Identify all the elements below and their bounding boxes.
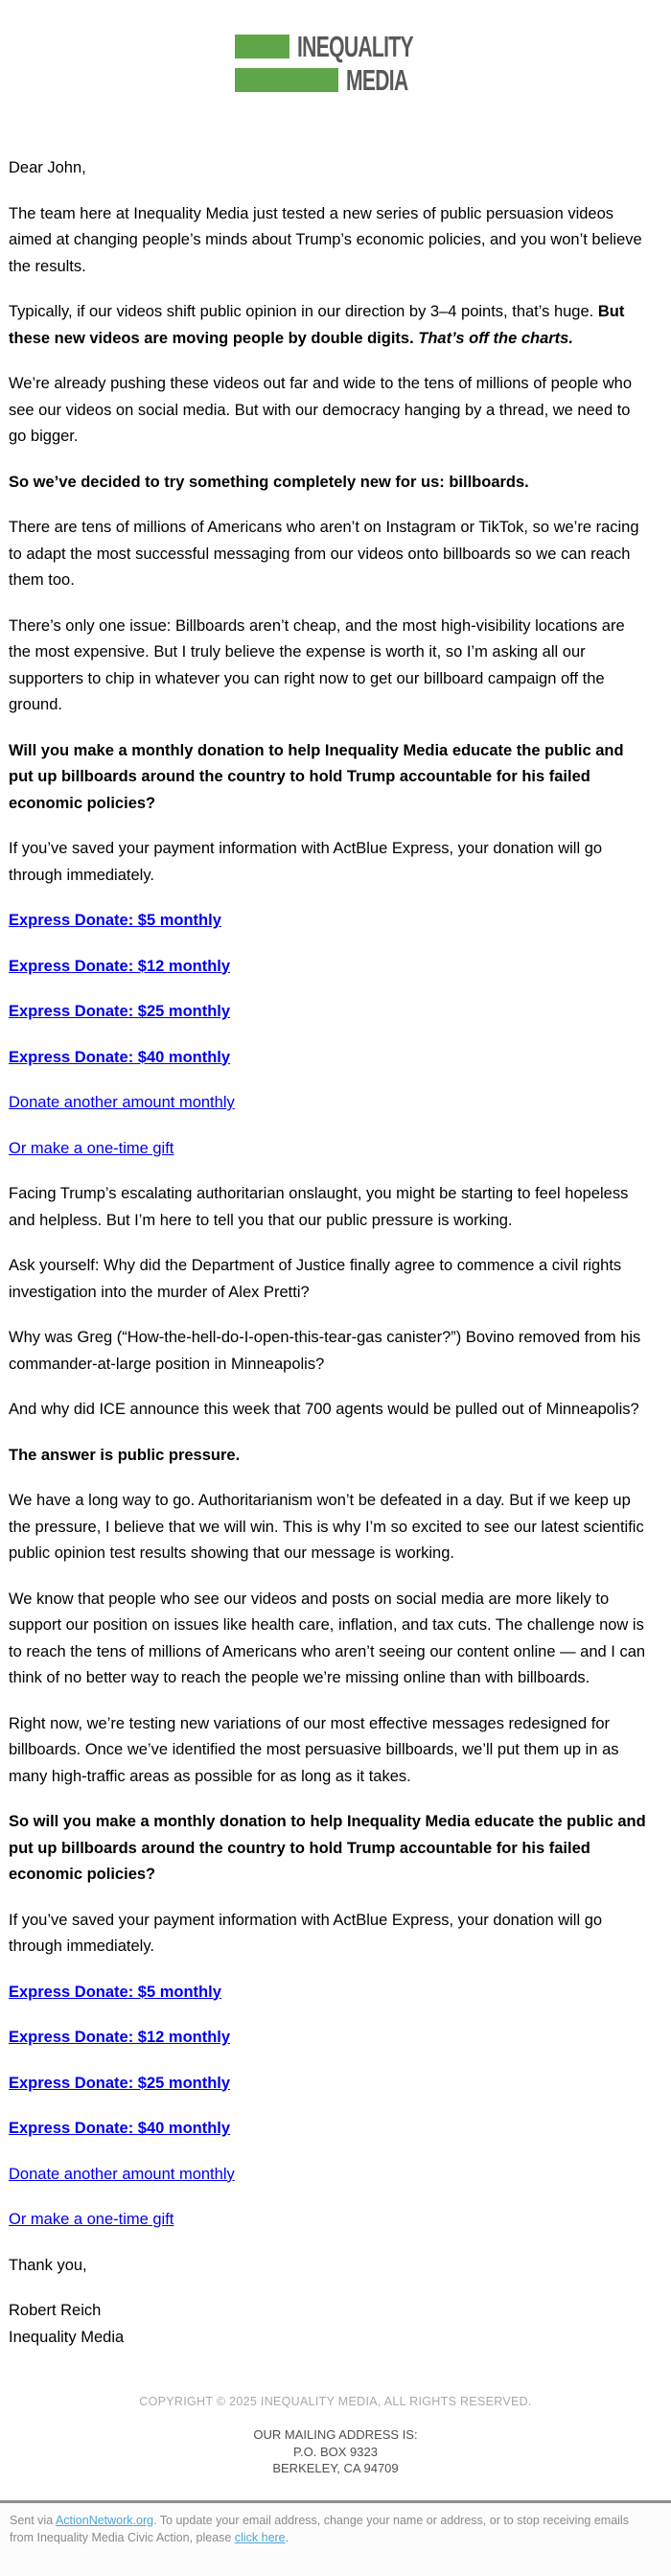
paragraph-facing: Facing Trump’s escalating authoritarian onslaught, you might be starting to feel hopeless and helpless. But I’m here to tell you that our public pressure is working. [9, 1185, 629, 1229]
one-time-gift-link[interactable]: Or make a one-time gift [9, 1139, 174, 1157]
donate-link-row [9, 908, 646, 935]
express-donate-40-link[interactable]: Express Donate: $40 monthly [9, 2120, 231, 2137]
paragraph-we-know: We know that people who see our videos and posts on social media are more likely to support our position on issues like health care, inflation, and tax cuts. The challenge now is to reach the tens of millions of Americans who aren’t seeing our content online — and I can think of no better way to reach the people we’re missing online than with billboards. [9, 1590, 646, 1686]
signature-org: Inequality Media [9, 2328, 125, 2346]
donation-ask-bold: Will you make a monthly donation to help Inequality Media educate the public and put up billboards around the country to hold Trump accountable for his failed economic policies? [9, 741, 624, 812]
unsubscribe-text: . To update your email address, change your name or address, or to stop receiving emails from Inequality Media Civic Action, please [10, 2513, 629, 2544]
donate-link-row [9, 999, 646, 1026]
donate-links-top [9, 908, 646, 1162]
results-bold-text: But these new videos are moving people by double digits. [9, 303, 625, 347]
mailing-address [0, 2426, 671, 2477]
signature-name: Robert Reich [9, 2302, 102, 2319]
paragraph-intro: The team here at Inequality Media just tested a new series of public persuasion videos aimed at changing people’s minds about Trump’s economic policies, and you won’t believe the results. [9, 204, 642, 275]
express-donate-5-link[interactable]: Express Donate: $5 monthly [9, 1983, 221, 2001]
donate-link-row [9, 1136, 646, 1163]
results-normal-text: Typically, if our videos shift public opinion in our direction by 3–4 points, that’s huge. [9, 303, 598, 320]
donate-link-row [9, 2207, 646, 2234]
paragraph-pushing: We’re already pushing these videos out far and wide to the tens of millions of people who see our videos on social media. But with our democracy hanging by a thread, we need to go bigger. [9, 375, 633, 445]
logo-text-inequality: INEQUALITY [297, 30, 413, 63]
billboards-decision-bold: So we’ve decided to try something completely new for us: billboards. [9, 473, 529, 491]
express-donate-12-link[interactable]: Express Donate: $12 monthly [9, 2029, 231, 2046]
footer-period: . [285, 2531, 289, 2544]
signature-block [9, 2298, 646, 2351]
donate-link-row [9, 1090, 646, 1117]
results-bold-italic-text: That’s off the charts. [418, 329, 573, 347]
logo-text-media: MEDIA [346, 63, 408, 97]
donate-links-bottom [9, 1980, 646, 2234]
paragraph-answer [9, 1443, 646, 1470]
donate-link-row [9, 2025, 646, 2052]
donate-another-amount-link[interactable]: Donate another amount monthly [9, 2165, 235, 2183]
paragraph-billboards-decision [9, 470, 646, 497]
sent-via-text: Sent via [10, 2513, 56, 2527]
mailing-address-city: BERKELEY, CA 94709 [272, 2461, 399, 2475]
donate-link-row [9, 954, 646, 981]
donate-another-amount-link[interactable]: Donate another amount monthly [9, 1094, 235, 1111]
donate-link-row [9, 1980, 646, 2007]
paragraph-results [9, 299, 646, 352]
paragraph-actblue: If you’ve saved your payment information with ActBlue Express, your donation will go through immediately. [9, 840, 603, 884]
one-time-gift-link[interactable]: Or make a one-time gift [9, 2211, 174, 2228]
express-donate-12-link[interactable]: Express Donate: $12 monthly [9, 957, 231, 975]
logo-green-bar-long [235, 68, 338, 92]
paragraph-donation-ask [9, 738, 646, 818]
express-donate-25-link[interactable]: Express Donate: $25 monthly [9, 2074, 231, 2092]
paragraph-tens-millions: There are tens of millions of Americans who aren’t on Instagram or TikTok, so we’re racing to adapt the most successful messaging from our videos onto billboards so we can reach them too. [9, 519, 639, 589]
paragraph-one-issue: There’s only one issue: Billboards aren’t cheap, and the most high-visibility locations are the most expensive. But I truly believe the expense is worth it, so I’m asking all our supporters to chip in whatever you can right now to get our billboard campaign off the ground. [9, 616, 625, 713]
click-here-link[interactable]: click here [234, 2531, 286, 2544]
donate-link-row [9, 2116, 646, 2143]
donate-link-row [9, 2162, 646, 2189]
paragraph-donation-ask-2 [9, 1809, 646, 1889]
paragraph-right-now: Right now, we’re testing new variations of our most effective messages redesigned for billboards. Once we’ve identified the most persuasive billboards, we’ll put them up in as many high-traffic areas as possible for as long as it takes. [9, 1714, 619, 1785]
action-network-footer [0, 2500, 671, 2576]
logo-row-bottom [235, 63, 436, 97]
donate-link-row [9, 1045, 646, 1072]
paragraph-ask-yourself: Ask yourself: Why did the Department of Justice finally agree to commence a civil rights investigation into the murder of Alex Pretti? [9, 1257, 622, 1301]
donate-link-row [9, 2071, 646, 2098]
express-donate-40-link[interactable]: Express Donate: $40 monthly [9, 1048, 231, 1066]
copyright-notice: COPYRIGHT © 2025 INEQUALITY MEDIA, ALL RIGHTS RESERVED. [139, 2395, 532, 2408]
mailing-address-pobox: P.O. BOX 9323 [293, 2444, 378, 2459]
express-donate-5-link[interactable]: Express Donate: $5 monthly [9, 912, 221, 929]
paragraph-actblue-2: If you’ve saved your payment information with ActBlue Express, your donation will go through immediately. [9, 1911, 603, 1955]
logo-green-bar-short [235, 35, 289, 58]
logo-row-top [235, 30, 436, 63]
inequality-media-logo [235, 30, 436, 97]
paragraph-why-greg: Why was Greg (“How-the-hell-do-I-open-this-tear-gas canister?”) Bovino removed from his commander-at-large position in Minneapolis? [9, 1329, 641, 1373]
donation-ask-2-bold: So will you make a monthly donation to help Inequality Media educate the public and put up billboards around the country to hold Trump accountable for his failed economic policies? [9, 1813, 646, 1883]
paragraph-why-ice: And why did ICE announce this week that 700 agents would be pulled out of Minneapolis? [9, 1401, 639, 1418]
express-donate-25-link[interactable]: Express Donate: $25 monthly [9, 1003, 231, 1020]
email-body [0, 155, 671, 2351]
answer-bold: The answer is public pressure. [9, 1446, 241, 1464]
action-network-link[interactable]: ActionNetwork.org [55, 2513, 154, 2527]
greeting: Dear John, [9, 159, 86, 176]
mailing-address-label: OUR MAILING ADDRESS IS: [253, 2427, 418, 2442]
paragraph-long-way: We have a long way to go. Authoritarianism won’t be defeated in a day. But if we keep up the pressure, I believe that we will win. This is why I’m so excited to see our latest scientific public opinion test results showing that our message is working. [9, 1492, 644, 1562]
closing-thanks: Thank you, [9, 2256, 87, 2274]
